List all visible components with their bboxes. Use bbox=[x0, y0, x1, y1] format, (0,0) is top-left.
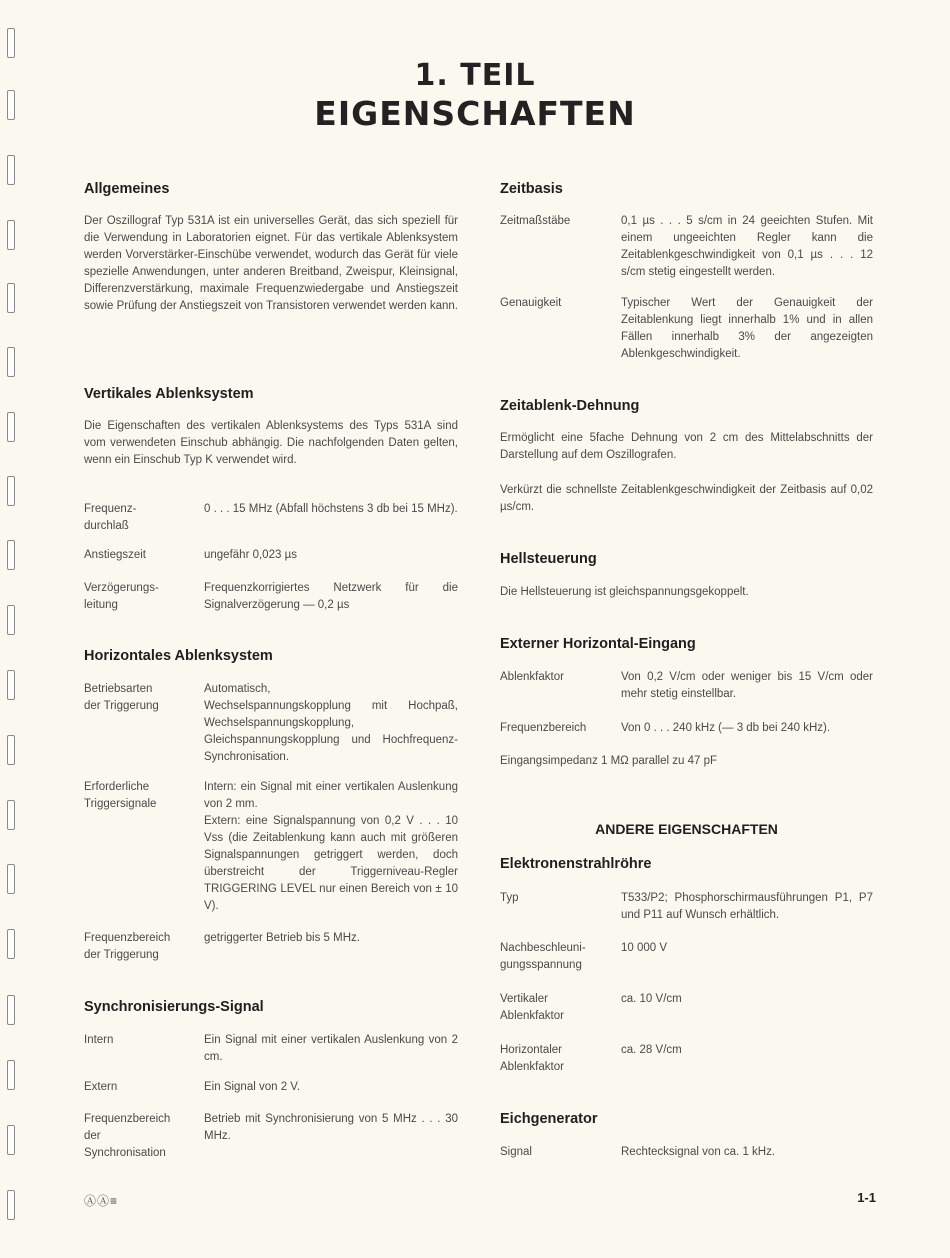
value-zeitmassstaebe: 0,1 µs . . . 5 s/cm in 24 geeichten Stufen. Mit einem ungeeichten Regler kann die Zeitablenkgeschwindigkeit von 0,1 µs . . . 12 s/cm stetig eingestellt werden. bbox=[621, 215, 873, 278]
binder-hole bbox=[7, 605, 15, 635]
value-frequenzbereich: Von 0 . . . 240 kHz (— 3 db bei 240 kHz). bbox=[621, 722, 831, 734]
heading-eichgenerator: Eichgenerator bbox=[500, 1111, 598, 1127]
value-nachbeschleunigung: 10 000 V bbox=[621, 942, 668, 954]
binder-hole bbox=[7, 800, 15, 830]
heading-zeitbasis: Zeitbasis bbox=[500, 181, 563, 197]
label-ablenkfaktor: Ablenkfaktor bbox=[500, 671, 564, 683]
binder-hole bbox=[7, 347, 15, 377]
binder-hole bbox=[7, 864, 15, 894]
label-sync-intern: Intern bbox=[84, 1034, 114, 1046]
text-dehnung-2: Verkürzt die schnellste Zeitablenkgeschwindigkeit der Zeitbasis auf 0,02 µs/cm. bbox=[500, 484, 873, 513]
binder-hole bbox=[7, 929, 15, 959]
value-freq-triggerung: getriggerter Betrieb bis 5 MHz. bbox=[204, 932, 360, 944]
page-number: 1-1 bbox=[857, 1190, 876, 1205]
binder-hole bbox=[7, 540, 15, 570]
label-triggersignale: Erforderliche Triggersignale bbox=[84, 781, 157, 810]
value-anstiegszeit: ungefähr 0,023 µs bbox=[204, 549, 297, 561]
label-zeitmassstaebe: Zeitmaßstäbe bbox=[500, 215, 571, 227]
binder-hole bbox=[7, 1190, 15, 1220]
value-ablenkfaktor: Von 0,2 V/cm oder weniger bis 15 V/cm oder mehr stetig einstellbar. bbox=[621, 671, 873, 700]
text-hellsteuerung: Die Hellsteuerung ist gleichspannungsgekoppelt. bbox=[500, 586, 749, 598]
value-horizontaler-ablenkfaktor: ca. 28 V/cm bbox=[621, 1044, 682, 1056]
binder-hole bbox=[7, 1125, 15, 1155]
value-signal: Rechtecksignal von ca. 1 kHz. bbox=[621, 1146, 776, 1158]
binder-hole bbox=[7, 735, 15, 765]
binder-hole bbox=[7, 155, 15, 185]
text-eingangsimpedanz: Eingangsimpedanz 1 MΩ parallel zu 47 pF bbox=[500, 755, 717, 767]
label-sync-freq: Frequenzbereich der Synchronisation bbox=[84, 1113, 171, 1159]
label-freq-triggerung: Frequenzbereich der Triggerung bbox=[84, 932, 171, 961]
value-genauigkeit: Typischer Wert der Genauigkeit der Zeitablenkung liegt innerhalb 1% und in allen Fällen innerhalb 3% der angezeigten Ablenkgeschwindigkeit. bbox=[621, 297, 873, 360]
label-nachbeschleunigung: Nachbeschleuni- gungsspannung bbox=[500, 942, 586, 971]
label-sync-extern: Extern bbox=[84, 1081, 118, 1093]
binder-hole bbox=[7, 670, 15, 700]
publisher-logo: ⒶⒶ≡ bbox=[84, 1194, 119, 1208]
label-horizontaler-ablenkfaktor: Horizontaler Ablenkfaktor bbox=[500, 1044, 564, 1073]
heading-sync: Synchronisierungs-Signal bbox=[84, 999, 264, 1015]
binder-hole bbox=[7, 28, 15, 58]
label-anstiegszeit: Anstiegszeit bbox=[84, 549, 147, 561]
value-sync-freq: Betrieb mit Synchronisierung von 5 MHz . . . 30 MHz. bbox=[204, 1113, 458, 1142]
label-frequenzdurchlass: Frequenz- durchlaß bbox=[84, 503, 137, 532]
heading-roehre: Elektronenstrahlröhre bbox=[500, 856, 652, 872]
value-verzoegerung: Frequenzkorrigiertes Netzwerk für die Signalverzögerung — 0,2 µs bbox=[204, 582, 458, 611]
binder-hole bbox=[7, 283, 15, 313]
text-allgemeines: Der Oszillograf Typ 531A ist ein universelles Gerät, das sich speziell für die Verwendung in Laboratorien eignet. Für das vertikale Ablenksystem werden Vorverstärker-Einschübe verwendet, wodurch das Gerät für viele spezielle Anwendungen, unter anderen Breitband, Zweispur, Kleinsignal, Differenzverstärkung, maximale Frequenzwiedergabe und Anstiegszeit sowie Prüfung der Anstiegszeit von Transistoren verwendet werden kann. bbox=[84, 215, 458, 312]
heading-hellsteuerung: Hellsteuerung bbox=[500, 551, 597, 567]
value-typ: T533/P2; Phosphorschirmausführungen P1, P7 und P11 auf Wunsch erhältlich. bbox=[621, 892, 873, 921]
binder-hole bbox=[7, 220, 15, 250]
binder-hole bbox=[7, 412, 15, 442]
binder-hole bbox=[7, 476, 15, 506]
label-verzoegerung: Verzögerungs- leitung bbox=[84, 582, 159, 611]
value-triggersignale: Intern: ein Signal mit einer vertikalen Auslenkung von 2 mm. Extern: eine Signalspannung von 0,2 V . . . 10 Vss (die Zeitablenkung kann auch mit größeren Signalspannungen getriggert werden, doch überstreicht der Triggerniveau-Regler TRIGGERING LEVEL nur einen Bereich von ± 10 V). bbox=[204, 781, 458, 912]
label-typ: Typ bbox=[500, 892, 519, 904]
value-betriebsarten: Automatisch, Wechselspannungskopplung mit Hochpaß, Wechselspannungskopplung, Gleichspannungskopplung und Hochfrequenz-Synchronisation. bbox=[204, 683, 458, 763]
binder-hole bbox=[7, 1060, 15, 1090]
heading-extern-horizontal: Externer Horizontal-Eingang bbox=[500, 636, 696, 652]
heading-horizontal: Horizontales Ablenksystem bbox=[84, 648, 273, 664]
label-genauigkeit: Genauigkeit bbox=[500, 297, 562, 309]
label-frequenzbereich: Frequenzbereich bbox=[500, 722, 587, 734]
value-vertikaler-ablenkfaktor: ca. 10 V/cm bbox=[621, 993, 682, 1005]
binder-hole bbox=[7, 995, 15, 1025]
label-betriebsarten: Betriebsarten der Triggerung bbox=[84, 683, 159, 712]
heading-vertikal: Vertikales Ablenksystem bbox=[84, 386, 254, 402]
value-frequenzdurchlass: 0 . . . 15 MHz (Abfall höchstens 3 db bei 15 MHz). bbox=[204, 503, 458, 515]
value-sync-extern: Ein Signal von 2 V. bbox=[204, 1081, 301, 1093]
text-vertikal: Die Eigenschaften des vertikalen Ablenksystems des Typs 531A sind vom verwendeten Einschub abhängig. Die nachfolgenden Daten gelten, wenn ein Einschub Typ K verwendet wird. bbox=[84, 420, 458, 466]
label-signal: Signal bbox=[500, 1146, 532, 1158]
heading-allgemeines: Allgemeines bbox=[84, 181, 170, 197]
page-title-line1: 1. TEIL bbox=[414, 58, 536, 93]
heading-andere-eigenschaften: ANDERE EIGENSCHAFTEN bbox=[595, 821, 778, 837]
value-sync-intern: Ein Signal mit einer vertikalen Auslenkung von 2 cm. bbox=[204, 1034, 458, 1063]
text-dehnung-1: Ermöglicht eine 5fache Dehnung von 2 cm des Mittelabschnitts der Darstellung auf dem Oszillografen. bbox=[500, 432, 873, 461]
heading-dehnung: Zeitablenk-Dehnung bbox=[500, 398, 640, 414]
label-vertikaler-ablenkfaktor: Vertikaler Ablenkfaktor bbox=[500, 993, 564, 1022]
page-title-line2: EIGENSCHAFTEN bbox=[314, 94, 636, 133]
